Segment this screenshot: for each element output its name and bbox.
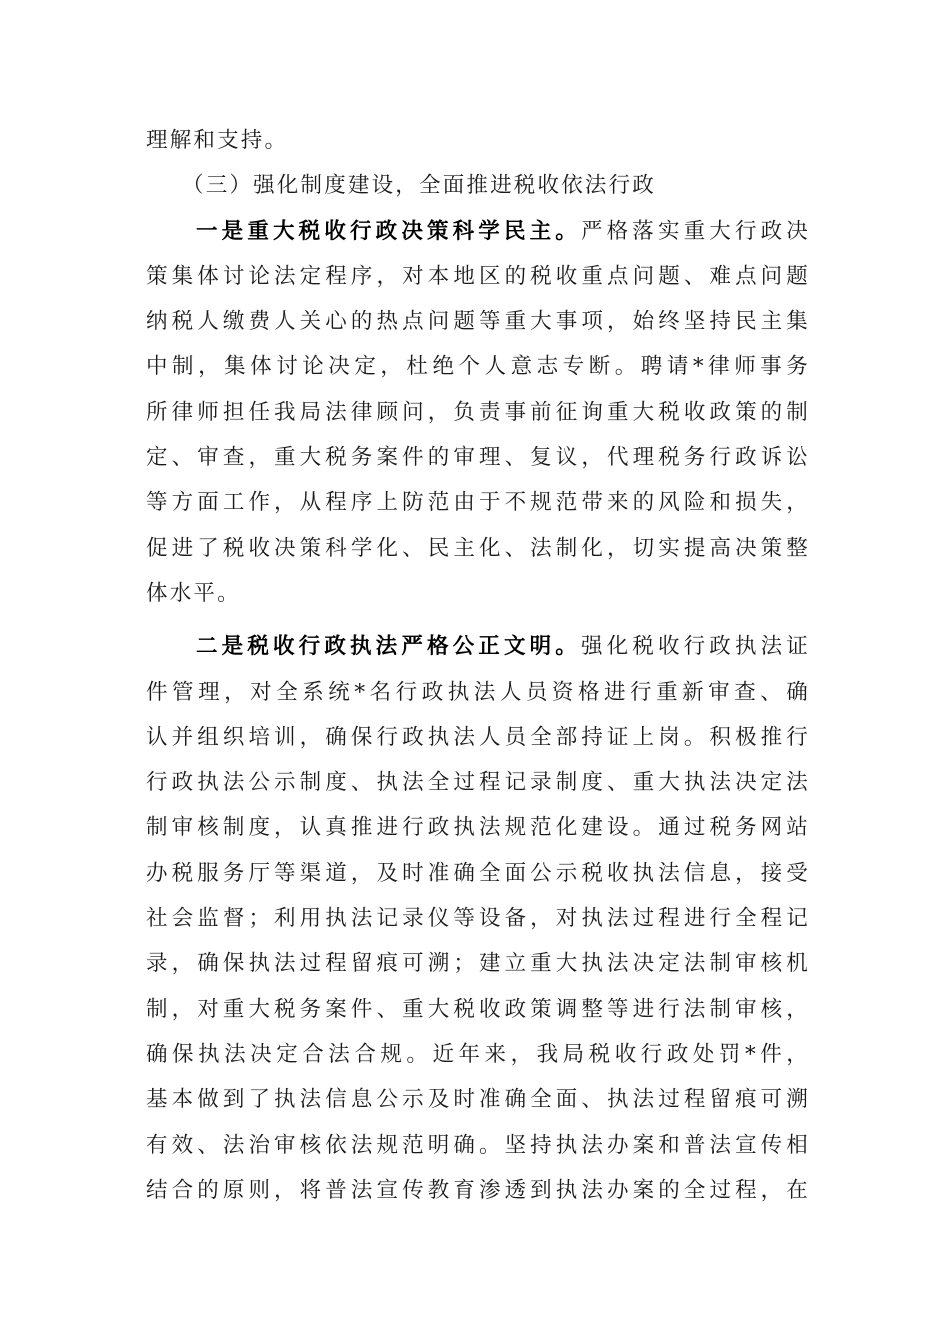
paragraph-2-line: 确保执法决定合法合规。近年来，我局税收行政处罚*件， (146, 1041, 810, 1067)
paragraph-2-line: 办税服务厅等渠道，及时准确全面公示税收执法信息，接受 (146, 860, 810, 886)
paragraph-2-line: 结合的原则，将普法宣传教育渗透到执法办案的全过程，在 (146, 1177, 810, 1203)
paragraph-2-line-1 (146, 624, 810, 669)
paragraph-2-line: 件管理，对全系统*名行政执法人员资格进行重新审查、确 (146, 679, 810, 705)
paragraph-2-line: 社会监督；利用执法记录仪等设备，对执法过程进行全程记 (146, 906, 810, 932)
paragraph-1-line: 促进了税收决策科学化、民主化、法制化，切实提高决策整 (146, 535, 810, 561)
paragraph-2-line: 有效、法治审核依法规范明确。坚持执法办案和普法宣传相 (146, 1132, 810, 1158)
document-body (146, 118, 810, 1213)
paragraph-1-line: 体水平。 (146, 580, 241, 606)
paragraph-2-bold-lead: 二是税收行政执法严格公正文明。 (196, 634, 581, 660)
paragraph-1-line: 所律师担任我局法律顾问，负责事前征询重大税收政策的制 (146, 399, 810, 425)
continuation-line: 理解和支持。 (146, 128, 289, 153)
paragraph-2-line: 制审核制度，认真推进行政执法规范化建设。通过税务网站 (146, 815, 810, 841)
paragraph-2-line: 录，确保执法过程留痕可溯；建立重大执法决定法制审核机 (146, 951, 810, 977)
paragraph-2-text: 强化税收行政执法证 (580, 634, 810, 660)
paragraph-gap (146, 616, 810, 624)
paragraph-1-text: 严格落实重大行政决 (580, 218, 810, 244)
paragraph-2-line: 制，对重大税务案件、重大税收政策调整等进行法制审核， (146, 996, 810, 1022)
paragraph-1-line-1 (146, 209, 810, 254)
paragraph-1-line: 等方面工作，从程序上防范由于不规范带来的风险和损失， (146, 490, 810, 516)
paragraph-1-bold-lead: 一是重大税收行政决策科学民主。 (196, 218, 581, 244)
paragraph-2-line: 行政执法公示制度、执法全过程记录制度、重大执法决定法 (146, 770, 810, 796)
paragraph-2-line: 基本做到了执法信息公示及时准确全面、执法过程留痕可溯 (146, 1087, 810, 1113)
paragraph-1-line: 中制，集体讨论决定，杜绝个人意志专断。聘请*律师事务 (146, 354, 810, 380)
paragraph-1-line: 纳税人缴费人关心的热点问题等重大事项，始终坚持民主集 (146, 309, 810, 335)
paragraph-1-line: 定、审查，重大税务案件的审理、复议，代理税务行政诉讼 (146, 445, 810, 471)
section-heading: （三）强化制度建设，全面推进税收依法行政 (182, 173, 657, 199)
paragraph-2-line: 认并组织培训，确保行政执法人员全部持证上岗。积极推行 (146, 724, 810, 750)
paragraph-1-line: 策集体讨论法定程序，对本地区的税收重点问题、难点问题 (146, 263, 810, 289)
